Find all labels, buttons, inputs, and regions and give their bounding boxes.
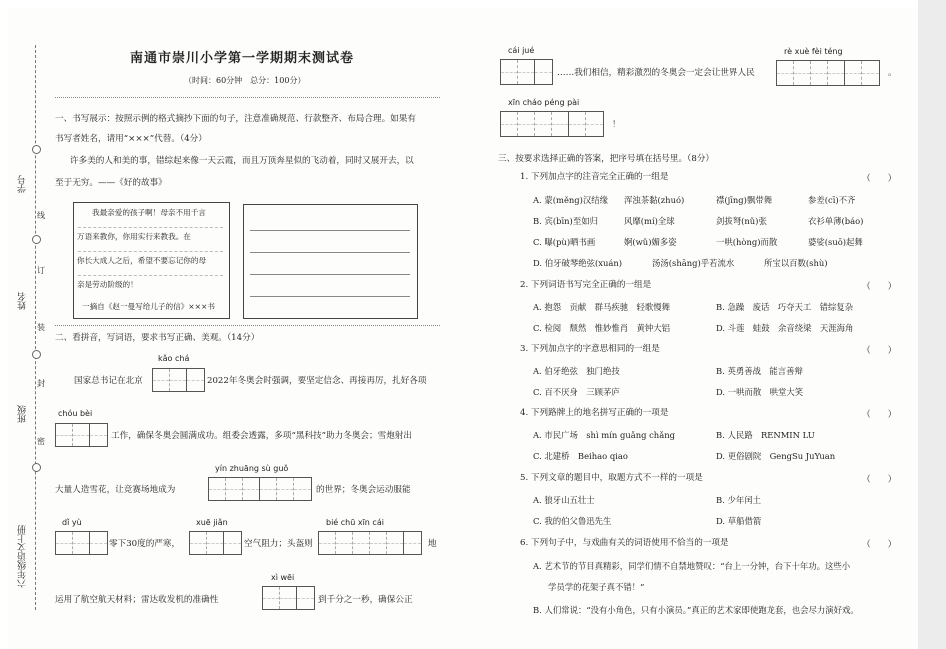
q3-answer-paren[interactable]: （ ） xyxy=(862,346,897,356)
q1-option: 所宝以百数(shù) xyxy=(764,258,828,268)
margin-char: 装 xyxy=(37,323,45,332)
para-line: 国家总书记在北京 xyxy=(74,376,143,386)
para-line: 运用了航空航天材料；雷达收发机的准确性 xyxy=(55,595,219,605)
q4-stem: 4. 下列路牌上的地名拼写正确的一项是 xyxy=(520,408,669,418)
q1-option: 婀(wǔ)媚多姿 xyxy=(624,237,677,247)
q1-option: C. 曝(pù)晒书画 xyxy=(533,237,596,247)
exclamation: ！ xyxy=(612,120,621,130)
margin-label-name: 姓名 xyxy=(18,292,28,310)
section1-heading-cont: 书写者姓名，请用“×××”代替。（4分） xyxy=(55,134,207,144)
q5-option: A. 狼牙山五壮士 xyxy=(533,495,595,505)
page-edge xyxy=(918,0,946,649)
answer-grid-yinzhuang[interactable] xyxy=(208,477,312,501)
writing-line[interactable] xyxy=(250,274,410,275)
pinyin-rexue: rè xuè fèi téng xyxy=(784,47,843,56)
margin-circle xyxy=(32,145,41,154)
answer-grid-xuejian[interactable] xyxy=(189,531,242,555)
para-line: 工作，确保冬奥会圆满成功。组委会透露，多项“黑科技”助力冬奥会；雪炮射出 xyxy=(111,431,412,441)
sample-rule xyxy=(78,275,223,276)
para-line: 到千分之一秒，确保公正 xyxy=(318,595,413,605)
q3-option: B. 英勇善战 能言善辩 xyxy=(716,366,803,376)
sample-rule xyxy=(78,251,223,252)
para-line: 的世界；冬奥会运动服能 xyxy=(316,485,411,495)
pinyin-xuejian: xuē jiǎn xyxy=(196,518,228,527)
pinyin-biechu: bié chū xīn cái xyxy=(326,518,384,527)
section1-heading: 一、书写展示：按照示例的格式摘抄下面的句子，注意准确规范、行款整齐、布局合理。如果有 xyxy=(55,114,416,124)
q4-option: C. 北建桥 Beihao qiao xyxy=(533,451,628,461)
q1-option: 婆娑(suō)起舞 xyxy=(808,237,863,247)
q5-option: B. 少年闰土 xyxy=(716,495,761,505)
q1-option: 剑拔弩(nǔ)张 xyxy=(716,216,767,226)
q1-option: 衣衫单薄(báo) xyxy=(808,216,864,226)
para-line: 2022年冬奥会时强调，要坚定信念、再接再厉，扎好各项 xyxy=(207,376,427,386)
q5-option: C. 我的伯父鲁迅先生 xyxy=(533,516,612,526)
pinyin-xinchao: xīn cháo péng pài xyxy=(508,98,580,107)
q4-option: B. 人民路 RENMIN LU xyxy=(716,430,815,440)
answer-grid-kaocha[interactable] xyxy=(152,368,205,392)
binding-line xyxy=(35,45,36,610)
q3-option: D. 一哄而散 哄堂大笑 xyxy=(716,387,804,397)
para-line: 空气阻力；头盔则 xyxy=(244,539,313,549)
q1-option: 参差(cī)不齐 xyxy=(808,195,856,205)
sample-line: 我最亲爱的孩子啊！母亲不用千言 xyxy=(92,208,206,217)
writing-line[interactable] xyxy=(250,252,410,253)
answer-grid-caijue[interactable] xyxy=(500,59,553,85)
q3-stem: 3. 下列加点字的字意思相同的一组是 xyxy=(520,344,660,354)
q6-option: B. 人们常说：“没有小角色，只有小演员。”真正的艺术家即使跑龙套，也会尽力演好戏。 xyxy=(533,605,859,615)
sample-line: 一摘自《赵一曼写给儿子的信》×××书 xyxy=(82,302,215,311)
sample-line: 亲是劳动阶级的！ xyxy=(77,280,138,289)
section1-quote-source: 至于无穷。——《好的故事》 xyxy=(55,178,167,188)
writing-line[interactable] xyxy=(250,230,410,231)
q4-answer-paren[interactable]: （ ） xyxy=(862,410,897,420)
writing-box[interactable] xyxy=(243,204,418,319)
margin-char: 订 xyxy=(37,266,45,275)
pinyin-xiwei: xì wēi xyxy=(271,573,295,582)
divider xyxy=(55,325,440,326)
q1-option: 汤汤(shāng)乎若流水 xyxy=(652,258,735,268)
sample-line: 万语来教你，你用实行来教我。在 xyxy=(77,232,191,241)
writing-line[interactable] xyxy=(250,296,410,297)
q4-option: A. 市民广场 shì mín guǎng chǎng xyxy=(533,430,675,440)
q6-option: A. 艺术节的节目真精彩，同学们情不自禁地赞叹：“台上一分钟，台下十年功。这些小 xyxy=(533,561,851,571)
section3-heading: 三、按要求选择正确的答案，把序号填在括号里。（8分） xyxy=(498,154,715,164)
pinyin-diyu: dǐ yù xyxy=(62,518,82,527)
q2-option: D. 斗莲 蛙鼓 余音绕梁 天涯海角 xyxy=(716,323,854,333)
answer-grid-choubei[interactable] xyxy=(55,423,108,447)
q1-option: D. 伯牙破琴绝弦(xuán) xyxy=(533,258,623,268)
answer-grid-rexue[interactable] xyxy=(776,60,880,86)
pinyin-kaocha: kǎo chá xyxy=(158,354,190,363)
pinyin-choubei: chóu bèi xyxy=(58,409,93,418)
q1-option: B. 宾(bīn)至如归 xyxy=(533,216,598,226)
q1-option: A. 蒙(měng)汉结缘 xyxy=(533,195,609,205)
margin-char: 线 xyxy=(37,211,45,220)
section1-quote: 许多美的人和美的事，错综起来像一天云霞，而且万顶奔星似的飞动着，同时又展开去，以 xyxy=(70,156,414,166)
margin-char: 封 xyxy=(37,379,45,388)
q1-option: 一哄(hòng)而散 xyxy=(716,237,778,247)
q5-answer-paren[interactable]: （ ） xyxy=(862,475,897,485)
q2-answer-paren[interactable]: （ ） xyxy=(862,282,897,292)
para-line: 零下30度的严寒， xyxy=(109,539,181,549)
q5-stem: 5. 下列文章的题目中，取题方式不一样的一项是 xyxy=(520,473,703,483)
q6-stem: 6. 下列句子中，与戏曲有关的词语使用不恰当的一项是 xyxy=(520,538,729,548)
q1-answer-paren[interactable]: （ ） xyxy=(862,174,897,184)
q3-option: A. 伯牙绝弦 独门绝技 xyxy=(533,366,620,376)
exam-meta: （时间：60分钟 总分：100分） xyxy=(184,76,306,85)
q6-answer-paren[interactable]: （ ） xyxy=(862,540,897,550)
divider xyxy=(55,97,440,98)
margin-circle xyxy=(32,463,41,472)
para-line: 大量人造雪花，让竞赛场地成为 xyxy=(55,485,176,495)
pinyin-yinzhuang: yín zhuāng sù guǒ xyxy=(215,464,289,473)
q2-option: C. 检阅 颓然 惟妙惟肖 黄钟大铝 xyxy=(533,323,671,333)
answer-grid-xinchao[interactable] xyxy=(500,111,604,137)
q2-option: A. 抱怨 贡献 群马疾驰 轻歌慢舞 xyxy=(533,302,670,312)
q1-stem: 1. 下列加点字的注音完全正确的一组是 xyxy=(520,172,669,182)
q1-option: 浑浊茶黏(zhuó) xyxy=(624,195,685,205)
q6-option: 学员学的花架子真不错！” xyxy=(548,582,645,592)
para-line: ……我们相信，精彩激烈的冬奥会一定会让世界人民 xyxy=(557,68,755,78)
q1-option: 襟(jīng)飘带舞 xyxy=(716,195,773,205)
answer-grid-xiwei[interactable] xyxy=(262,586,315,610)
sample-line: 你长大成人之后，希望不要忘记你的母 xyxy=(77,256,207,265)
sample-rule xyxy=(78,227,223,228)
margin-circle xyxy=(32,235,41,244)
para-line: 地 xyxy=(428,539,437,549)
answer-grid-biechu[interactable] xyxy=(318,531,422,555)
q4-option: D. 更俗剧院 GengSu JuYuan xyxy=(716,451,836,461)
margin-label-grade: 六年级语文上册 xyxy=(18,525,28,588)
q1-option: 风靡(mí)全球 xyxy=(624,216,675,226)
period: 。 xyxy=(888,68,897,78)
margin-char: 密 xyxy=(37,437,45,446)
q2-option: B. 急躁 废话 巧夺天工 错综复杂 xyxy=(716,302,854,312)
q5-option: D. 草船借箭 xyxy=(716,516,762,526)
margin-circle xyxy=(32,350,41,359)
exam-title: 南通市崇川小学第一学期期末测试卷 xyxy=(130,51,355,66)
answer-grid-diyu[interactable] xyxy=(55,531,108,555)
section2-heading: 二、看拼音，写词语，要求书写正确、美观。（14分） xyxy=(55,333,260,343)
q2-stem: 2. 下列词语书写完全正确的一组是 xyxy=(520,280,652,290)
margin-label-student-id: 学号 xyxy=(18,175,28,193)
q3-option: C. 百不厌身 三顾茅庐 xyxy=(533,387,620,397)
margin-label-class: 班级 xyxy=(18,405,28,423)
pinyin-caijue: cái jué xyxy=(508,46,535,55)
